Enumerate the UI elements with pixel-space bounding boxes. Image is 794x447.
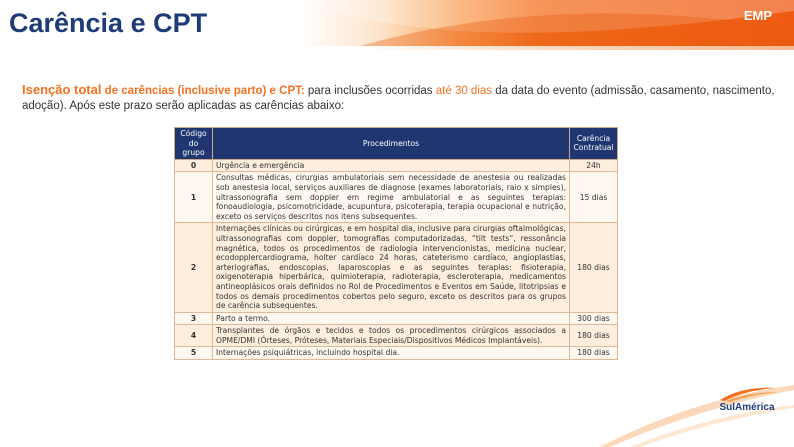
carencia-value: 180 dias [570, 347, 618, 360]
procedure-description: Transplantes de órgãos e tecidos e todos os procedimentos cirúrgicos associados a OPME/DMI (Órteses, Próteses, Materiais Especiais/Dispositivos Médicos Implantáveis). [213, 325, 570, 347]
logo-swoosh-icon [712, 384, 782, 402]
intro-lead-rest: de carências (inclusive parto) e CPT: [101, 85, 305, 97]
intro-text-before: para inclusões ocorridas [304, 85, 436, 97]
header-codigo: Código do grupo [175, 128, 213, 160]
table-row [175, 312, 618, 325]
header-carencia: Carência Contratual [570, 128, 618, 160]
intro-lead: Isenção total [22, 82, 102, 97]
procedure-description: Consultas médicas, cirurgias ambulatoriais sem necessidade de anestesia ou realizadas sob anestesia local, serviços auxiliares de diagnose (exames laboratoriais, raio x simples), ultrassonografia sem doppler em regime ambulatorial e as seguintes terapias: fonoaudiologia, psicomotricidade, acupuntura, psicoterapia, terapia ocupacional e nutrição, exceto os serviços descritos nos itens subsequentes. [213, 172, 570, 223]
table-row [175, 347, 618, 360]
intro-text-after: da data do evento (admissão, casamento, nascimento, adoção). Após este prazo serão aplicadas as carências abaixo: [22, 85, 775, 112]
carencia-table-container [174, 127, 617, 360]
logo-text: SulAmérica [719, 402, 775, 413]
intro-paragraph [22, 82, 780, 114]
carencia-value: 180 dias [570, 325, 618, 347]
group-code: 2 [175, 223, 213, 312]
carencia-value: 300 dias [570, 312, 618, 325]
group-code: 4 [175, 325, 213, 347]
procedure-description: Urgência e emergência [213, 159, 570, 172]
carencia-value: 15 dias [570, 172, 618, 223]
carencia-value: 180 dias [570, 223, 618, 312]
emp-tag: EMP [743, 8, 772, 23]
group-code: 5 [175, 347, 213, 360]
group-code: 0 [175, 159, 213, 172]
procedure-description: Internações clínicas ou cirúrgicas, e em hospital dia, inclusive para cirurgias oftalmológicas, ultrassonografias com doppler, tomografias computadorizadas, “tilt tests”, ressonância magnética, todos os procedimentos de radiologia intervencionistas, medicina nuclear, ecodopplercardiograma, holter cardíaco 24 horas, cateterismo cardíaco, angioplastias, arteriografias, endoscopias, laparoscopias e as seguintes terapias: fisioterapia, oxigenoterapia hiperbárica, quimioterapia, radioterapia, escleroterapia, medicamentos antineoplásicos orais definidos no Rol de Procedimentos e Eventos em Saúde, litotripsias e todos os demais procedimentos cobertos pelo seguro, exceto os descritos para os grupos de carência subsequentes. [213, 223, 570, 312]
table-row [175, 223, 618, 312]
table-header-row [175, 128, 618, 160]
table-row [175, 172, 618, 223]
carencia-table [174, 127, 618, 360]
table-row [175, 325, 618, 347]
group-code: 3 [175, 312, 213, 325]
procedure-description: Parto a termo. [213, 312, 570, 325]
carencia-value: 24h [570, 159, 618, 172]
table-row [175, 159, 618, 172]
procedure-description: Internações psiquiátricas, incluindo hospital dia. [213, 347, 570, 360]
intro-days: até 30 dias [435, 85, 493, 97]
sulamerica-logo [712, 384, 782, 418]
group-code: 1 [175, 172, 213, 223]
header-swoosh-decoration [300, 0, 794, 46]
header-procedimentos: Procedimentos [213, 128, 570, 160]
page-title: Carência e CPT [9, 8, 208, 38]
